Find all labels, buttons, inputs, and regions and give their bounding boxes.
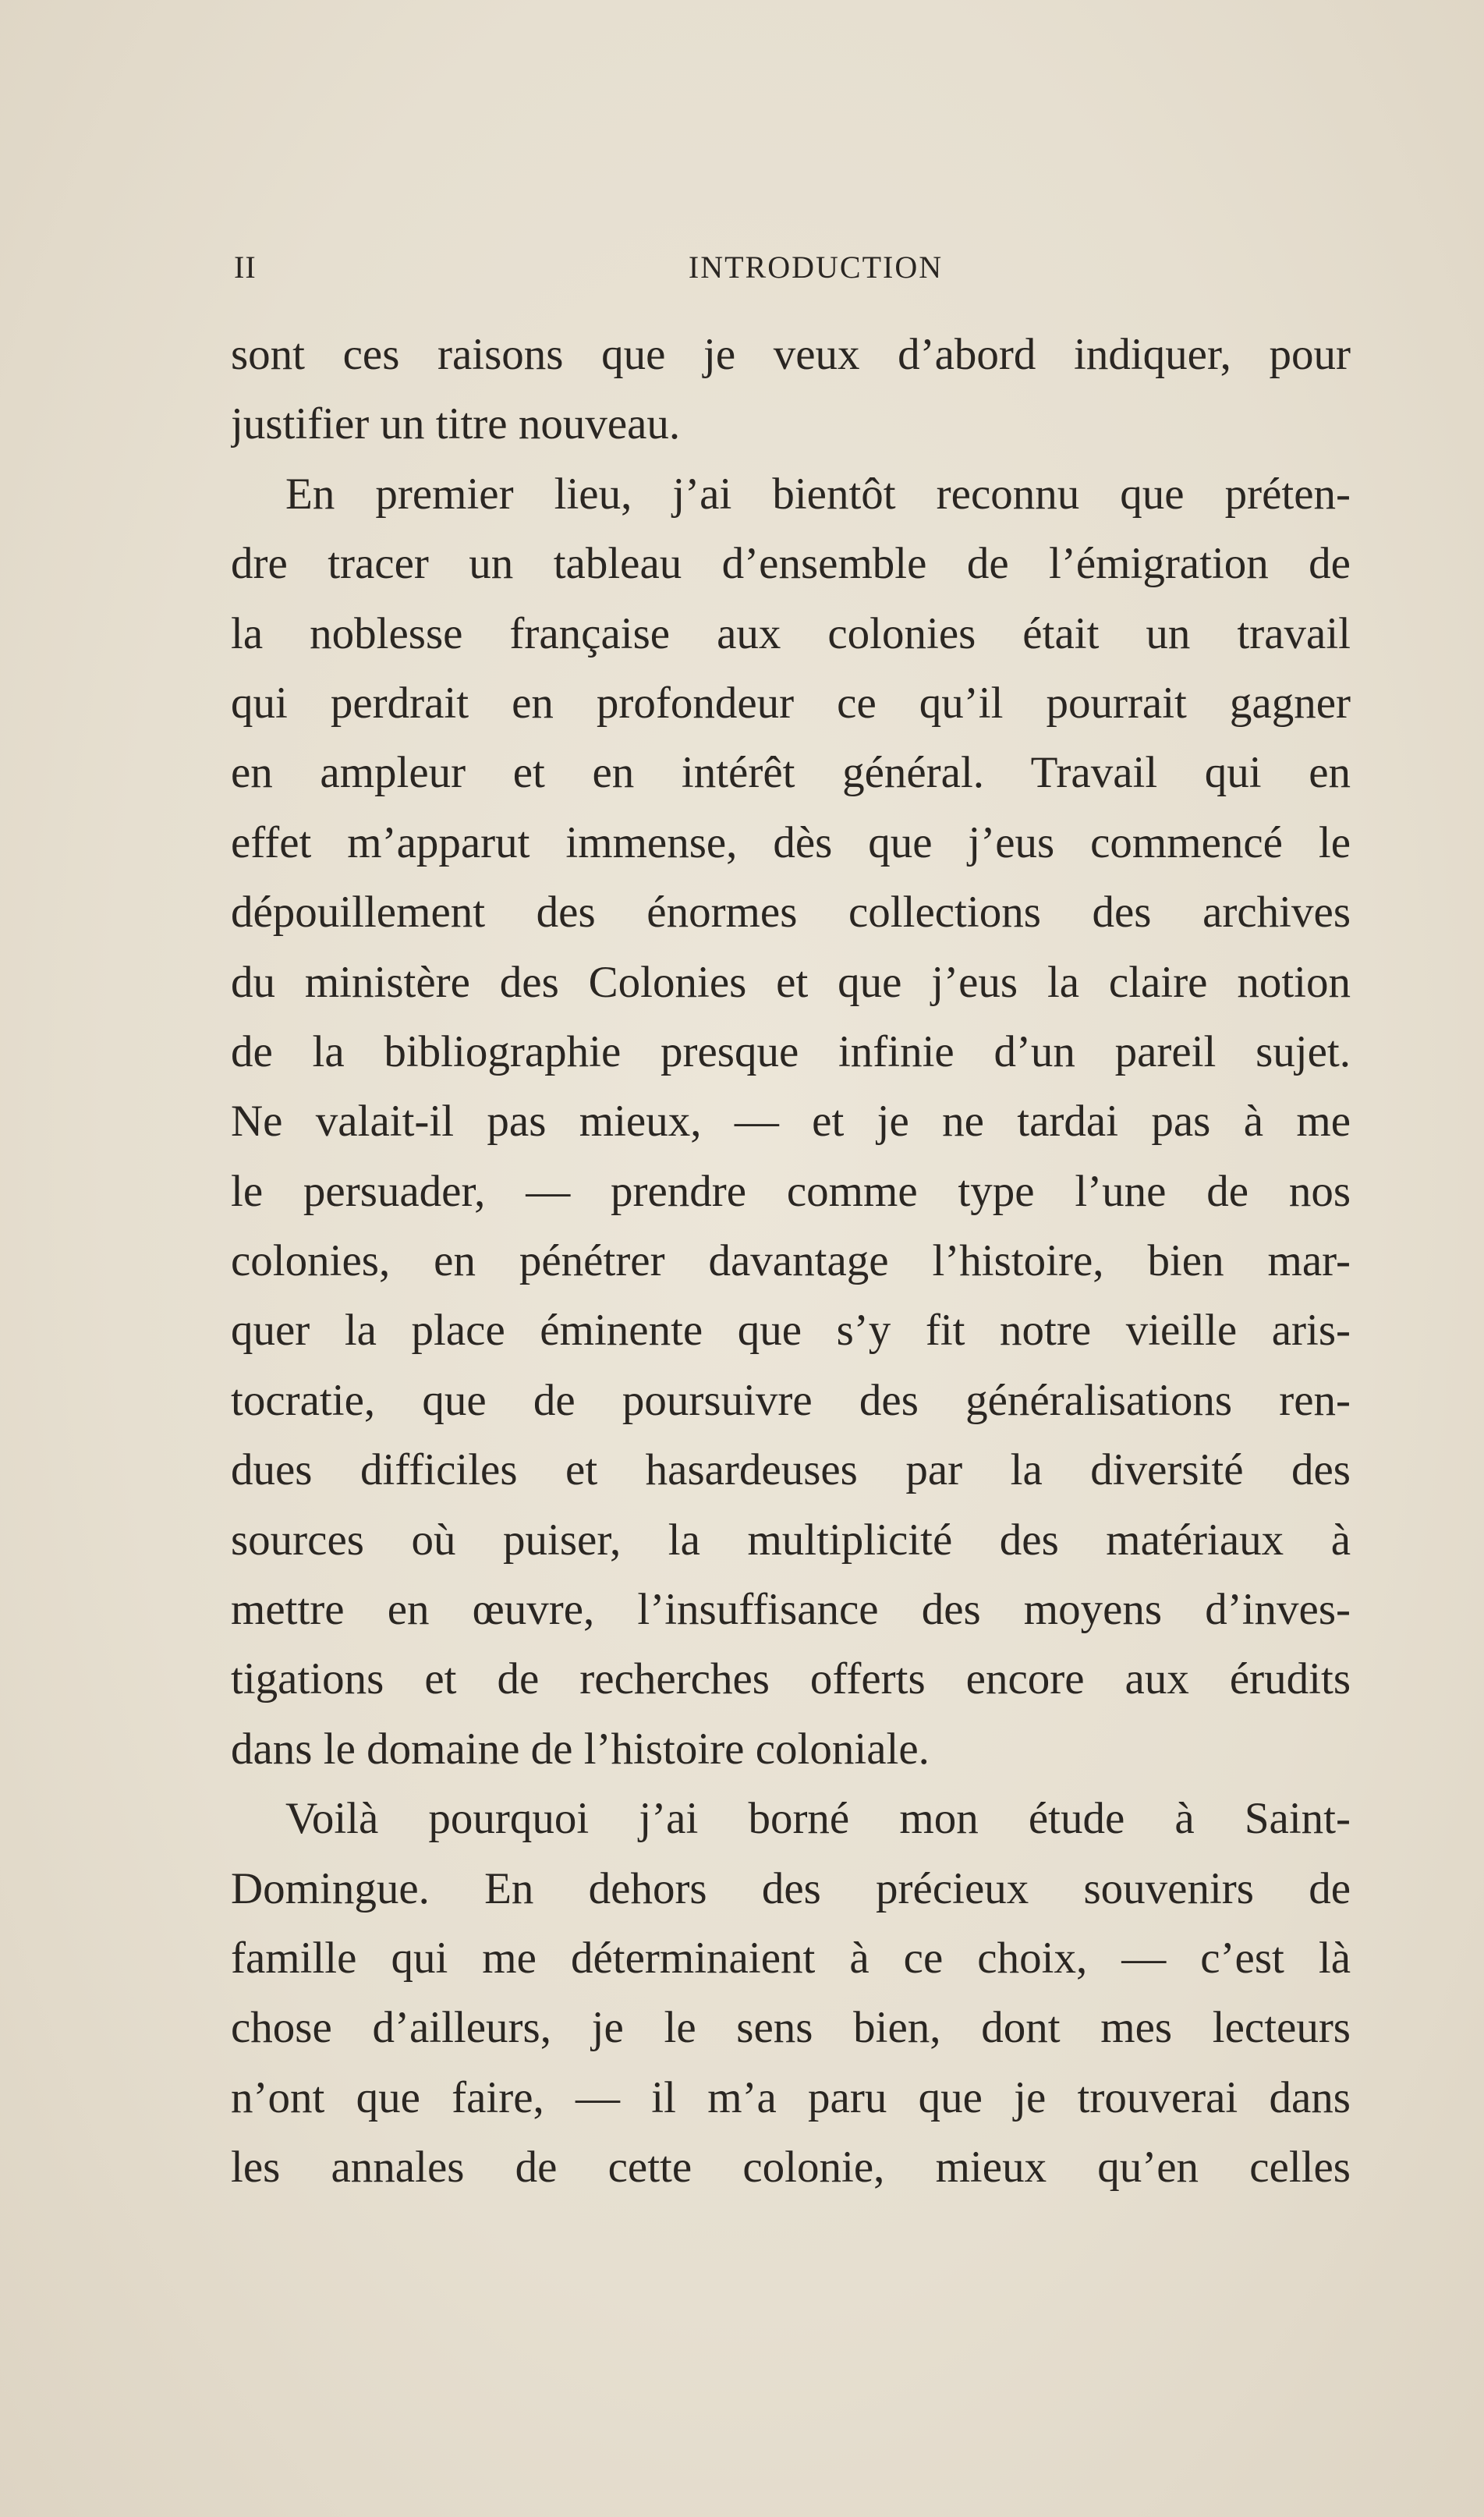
text-line: quer la place éminente que s’y fit notre vieille aris- — [231, 1306, 1351, 1356]
text-line: la noblesse française aux colonies était un travail — [231, 608, 1351, 658]
text-line: famille qui me déterminaient à ce choix, — c’est là — [231, 1933, 1351, 1983]
running-head — [234, 248, 1351, 287]
text-line: tigations et de recherches offerts encore aux érudits — [231, 1654, 1351, 1704]
text-line: justifier un titre nouveau. — [231, 399, 681, 449]
text-line: de la bibliographie presque infinie d’un pareil sujet. — [231, 1026, 1351, 1076]
text-line: effet m’apparut immense, dès que j’eus commencé le — [231, 817, 1351, 867]
text-line: mettre en œuvre, l’insuffisance des moyens d’inves- — [231, 1585, 1351, 1635]
text-line: dépouillement des énormes collections des archives — [231, 888, 1351, 938]
text-line: En premier lieu, j’ai bientôt reconnu que préten- — [285, 469, 1351, 519]
text-line: dre tracer un tableau d’ensemble de l’émigration de — [231, 539, 1351, 589]
text-line: du ministère des Colonies et que j’eus la claire notion — [231, 957, 1351, 1007]
text-line: sont ces raisons que je veux d’abord indiquer, pour — [231, 330, 1351, 379]
text-line: dues difficiles et hasardeuses par la diversité des — [231, 1445, 1351, 1495]
text-line: Domingue. En dehors des précieux souvenirs de — [231, 1863, 1351, 1913]
page-number: II — [234, 250, 257, 285]
text-line: sources où puiser, la multiplicité des matériaux à — [231, 1515, 1351, 1565]
text-line: dans le domaine de l’histoire coloniale. — [231, 1724, 930, 1774]
text-line: qui perdrait en profondeur ce qu’il pourrait gagner — [231, 678, 1351, 728]
text-line: le persuader, — prendre comme type l’une de nos — [231, 1166, 1351, 1216]
body-text — [231, 320, 1351, 2203]
text-line: en ampleur et en intérêt général. Travail qui en — [231, 748, 1351, 798]
text-line: les annales de cette colonie, mieux qu’en celles — [231, 2143, 1351, 2193]
text-line: Voilà pourquoi j’ai borné mon étude à Saint- — [285, 1794, 1351, 1844]
text-line: chose d’ailleurs, je le sens bien, dont mes lecteurs — [231, 2003, 1351, 2053]
text-line: colonies, en pénétrer davantage l’histoire, bien mar- — [231, 1236, 1351, 1286]
text-line: n’ont que faire, — il m’a paru que je trouverai dans — [231, 2072, 1351, 2122]
text-line: Ne valait-il pas mieux, — et je ne tardai pas à me — [231, 1097, 1351, 1147]
running-title: INTRODUCTION — [688, 250, 944, 285]
text-line: tocratie, que de poursuivre des généralisations ren- — [231, 1375, 1351, 1425]
